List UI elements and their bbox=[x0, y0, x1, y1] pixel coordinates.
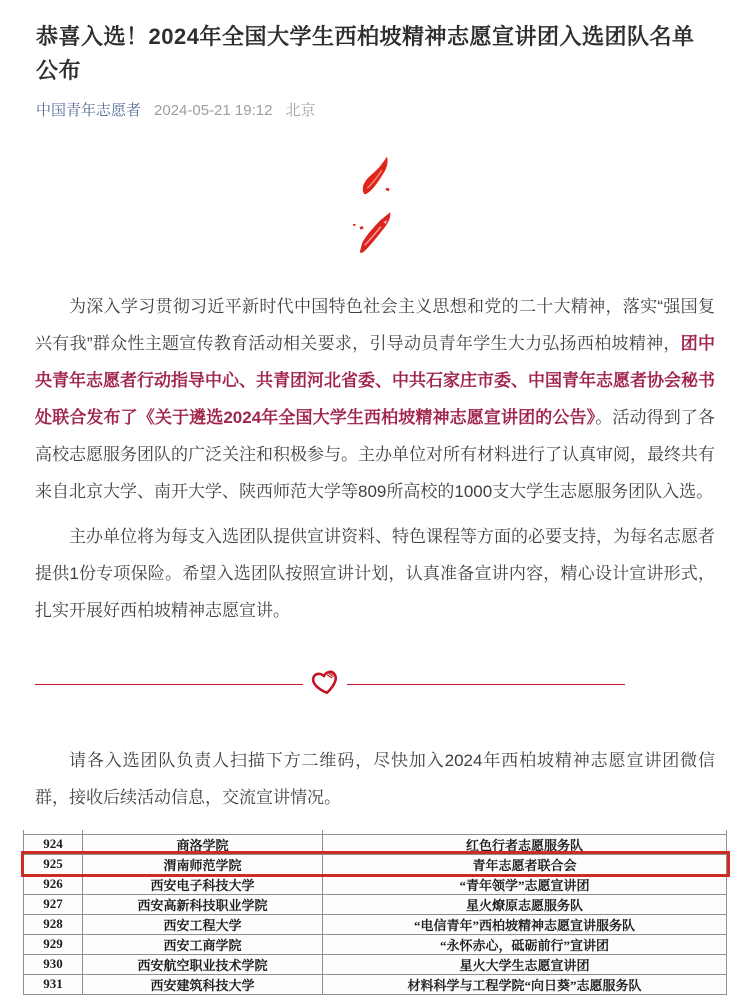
school-name-cell: 商洛学院 bbox=[83, 834, 323, 854]
byline bbox=[36, 99, 714, 120]
team-name-cell: 星火大学生志愿宣讲团 bbox=[323, 954, 727, 974]
divider-line-right bbox=[347, 684, 625, 685]
team-number-cell: 926 bbox=[24, 874, 83, 894]
paragraph-qrcode-instruction: 请各入选团队负责人扫描下方二维码，尽快加入2024年西柏坡精神志愿宣讲团微信群，接收后续活动信息，交流宣讲情况。 bbox=[35, 751, 715, 807]
team-name-cell: 青年志愿者联合会 bbox=[323, 854, 727, 874]
red-brush-stroke-top-icon bbox=[358, 155, 392, 201]
team-name-cell: 星火燎原志愿服务队 bbox=[323, 894, 727, 914]
paragraph-support: 主办单位将为每支入选团队提供宣讲资料、特色课程等方面的必要支持，为每名志愿者提供1份专项保险。希望入选团队按照宣讲计划，认真准备宣讲内容，精心设计宣讲形式，扎实开展好西柏坡精神志愿宣讲。 bbox=[35, 527, 715, 620]
school-name-cell: 西安航空职业技术学院 bbox=[83, 954, 323, 974]
team-name-cell: 红色行者志愿服务队 bbox=[323, 834, 727, 854]
school-name-cell: 西安电子科技大学 bbox=[83, 874, 323, 894]
team-list-table-image[interactable] bbox=[23, 830, 726, 995]
team-number-cell: 927 bbox=[24, 894, 83, 914]
table-row bbox=[24, 914, 727, 934]
account-name-link[interactable]: 中国青年志愿者 bbox=[36, 102, 142, 119]
school-name-cell: 西安工程大学 bbox=[83, 914, 323, 934]
paragraph-intro bbox=[35, 288, 715, 510]
table-row bbox=[24, 954, 727, 974]
school-name-cell: 西安工商学院 bbox=[83, 934, 323, 954]
heart-icon bbox=[308, 665, 342, 704]
paragraph-segment-normal: 为深入学习贯彻习近平新时代中国特色社会主义思想和党的二十大精神，落实“强国复兴有我”群众性主题宣传教育活动相关要求，引导动员青年学生大力弘扬西柏坡精神， bbox=[35, 297, 715, 353]
article-title: 恭喜入选！2024年全国大学生西柏坡精神志愿宣讲团入选团队名单公布 bbox=[36, 24, 695, 83]
team-number-cell: 925 bbox=[24, 854, 83, 874]
team-name-cell: “电信青年”西柏坡精神志愿宣讲服务队 bbox=[323, 914, 727, 934]
table-row bbox=[24, 934, 727, 954]
team-number-cell: 930 bbox=[24, 954, 83, 974]
team-name-cell: “永怀赤心，砥砺前行”宣讲团 bbox=[323, 934, 727, 954]
paragraph-segment-red-bold: 团中央青年志愿者行动指导中心、共青团河北省委、中共石家庄市委、中国青年志愿者协会秘书处联合发布了《关于遴选2024年全国大学生西柏坡精神志愿宣讲团的公告》 bbox=[35, 334, 715, 427]
red-brush-stroke-bottom-icon bbox=[353, 211, 397, 254]
paragraph-segment-normal: 。活动得到了各高校志愿服务团队的广泛关注和积极参与。主办单位对所有材料进行了认真审阅，最终共有来自北京大学、南开大学、陕西师范大学等809所高校的1000支大学生志愿服务团队入选。 bbox=[35, 408, 716, 501]
section-divider bbox=[35, 665, 625, 704]
team-number-cell: 931 bbox=[24, 974, 83, 994]
team-number-cell: 929 bbox=[24, 934, 83, 954]
team-list-table bbox=[23, 830, 727, 995]
wechat-article-page bbox=[0, 20, 750, 1005]
publish-location: 北京 bbox=[285, 102, 316, 119]
team-name-cell: 材料科学与工程学院“向日葵”志愿服务队 bbox=[323, 974, 727, 994]
team-number-cell: 928 bbox=[24, 914, 83, 934]
school-name-cell: 渭南师范学院 bbox=[83, 854, 323, 874]
red-brush-logo-image[interactable] bbox=[0, 146, 750, 262]
publish-datetime: 2024-05-21 19:12 bbox=[154, 102, 273, 119]
table-row bbox=[24, 894, 727, 914]
divider-line-left bbox=[35, 684, 303, 685]
school-name-cell: 西安高新科技职业学院 bbox=[83, 894, 323, 914]
team-name-cell: “青年领学”志愿宣讲团 bbox=[323, 874, 727, 894]
table-row bbox=[24, 874, 727, 894]
team-number-cell: 924 bbox=[24, 834, 83, 854]
table-row bbox=[24, 974, 727, 994]
school-name-cell: 西安建筑科技大学 bbox=[83, 974, 323, 994]
table-row-highlighted bbox=[24, 854, 727, 874]
table-row bbox=[24, 834, 727, 854]
